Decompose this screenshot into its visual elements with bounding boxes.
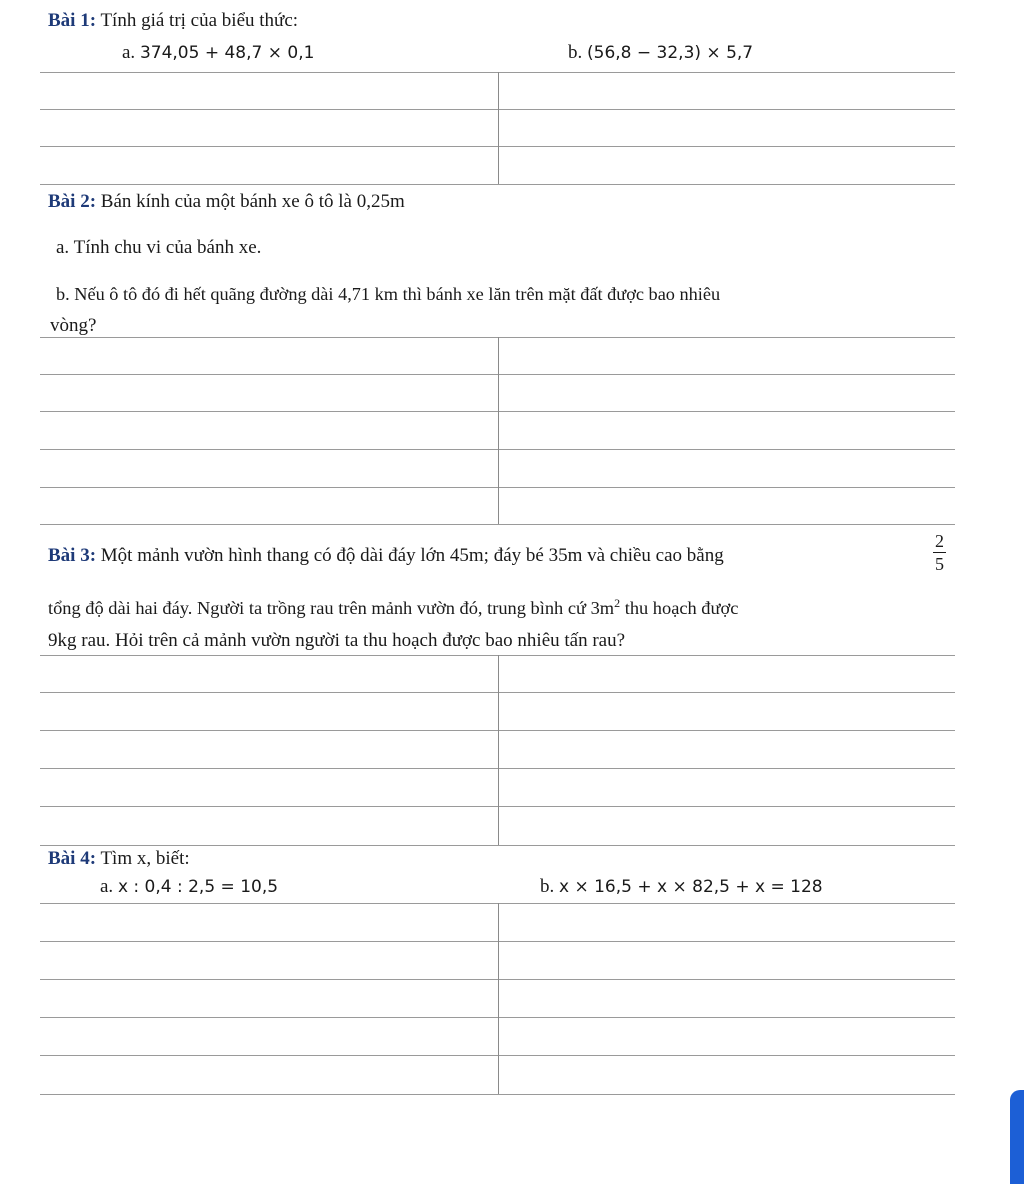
bai3-text-1: Một mảnh vườn hình thang có độ dài đáy lớn 45m; đáy bé 35m và chiều cao bằng (100, 545, 724, 566)
scroll-edge-handle[interactable] (1010, 1090, 1024, 1184)
bai1-a (122, 42, 314, 64)
bai3-text-2: tổng độ dài hai đáy. Người ta trồng rau trên mảnh vườn đó, trung bình cứ (48, 598, 586, 619)
bai4-b-label: b. (540, 876, 555, 897)
bai4-a (100, 876, 278, 898)
column-divider (498, 655, 499, 845)
bai1-b (568, 42, 753, 64)
area-unit (591, 598, 621, 618)
bai1-a-label: a. (122, 42, 136, 63)
bai3-line1 (48, 545, 724, 567)
fraction-numerator: 2 (935, 531, 944, 551)
bai1-b-expression: (56,8 − 32,3) × 5,7 (587, 43, 754, 63)
answer-line (40, 1094, 955, 1095)
bai1-prompt: Tính giá trị của biểu thức: (100, 10, 299, 31)
fraction-denominator: 5 (935, 554, 944, 574)
answer-line (40, 524, 955, 525)
bai2-part-b-line1: b. Nếu ô tô đó đi hết quãng đường dài 4,71 km thì bánh xe lăn trên mặt đất được bao nhiêu (56, 284, 721, 304)
bai3-line3: 9kg rau. Hỏi trên cả mảnh vườn người ta thu hoạch được bao nhiêu tấn rau? (48, 630, 626, 651)
bai4-a-label: a. (100, 876, 114, 897)
column-divider (498, 72, 499, 184)
bai1-b-label: b. (568, 42, 583, 63)
area-value: 3m (590, 598, 615, 619)
fraction-two-fifths (933, 532, 946, 573)
bai4-heading (48, 848, 190, 870)
bai4-b (540, 876, 823, 898)
bai4-a-expression: x : 0,4 : 2,5 = 10,5 (117, 877, 279, 897)
answer-line (40, 845, 955, 846)
answer-line (40, 184, 955, 185)
bai3-text-2-end: thu hoạch được (624, 598, 739, 619)
bai2-part-a: a. Tính chu vi của bánh xe. (56, 237, 262, 258)
bai4-label: Bài 4: (48, 848, 97, 869)
bai1-heading (48, 10, 298, 32)
bai1-a-expression: 374,05 + 48,7 × 0,1 (139, 43, 315, 63)
column-divider (498, 903, 499, 1094)
area-exponent: 2 (614, 596, 621, 610)
bai3-line2 (48, 596, 738, 619)
bai4-prompt: Tìm x, biết: (100, 848, 190, 869)
bai2-heading (48, 191, 405, 213)
bai2-label: Bài 2: (48, 191, 97, 212)
bai2-prompt: Bán kính của một bánh xe ô tô là 0,25m (100, 191, 405, 212)
bai1-label: Bài 1: (48, 10, 97, 31)
column-divider (498, 337, 499, 524)
bai2-part-b-line2: vòng? (50, 315, 97, 336)
bai4-b-expression: x × 16,5 + x × 82,5 + x = 128 (559, 877, 823, 897)
bai3-label: Bài 3: (48, 545, 97, 566)
